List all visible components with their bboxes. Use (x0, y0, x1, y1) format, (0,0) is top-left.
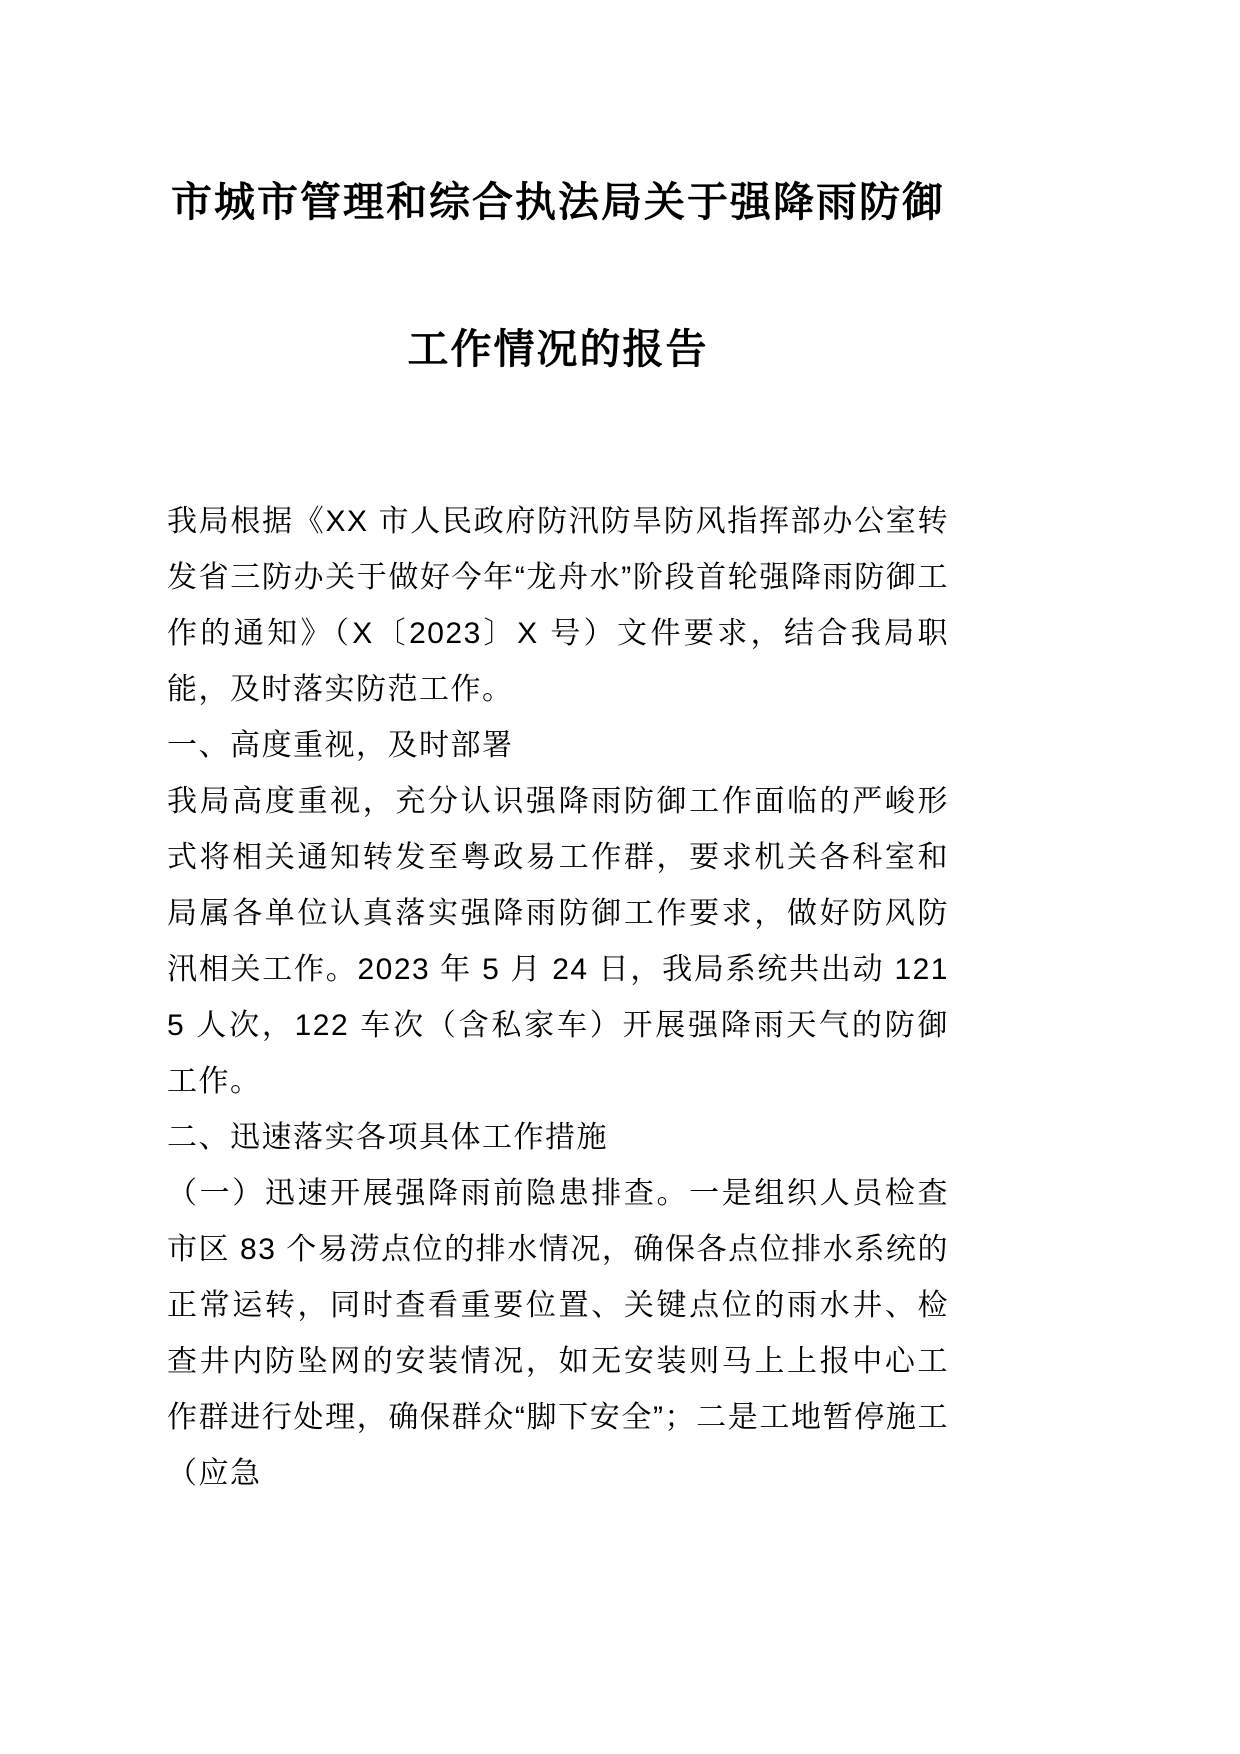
document-body (167, 494, 949, 1502)
document-content (167, 178, 949, 1502)
paragraph-section-2-item-1: （一）迅速开展强降雨前隐患排查。一是组织人员检查市区 83 个易涝点位的排水情况，确保各点位排水系统的正常运转，同时查看重要位置、关键点位的雨水井、检查井内防坠网的安装情况，如无安装则马上上报中心工作群进行处理，确保群众“脚下安全”；二是工地暂停施工（应急 (167, 1177, 949, 1491)
document-title-line1: 市城市管理和综合执法局关于强降雨防御 (171, 179, 945, 225)
paragraph-section-1: 我局高度重视，充分认识强降雨防御工作面临的严峻形式将相关通知转发至粤政易工作群，要求机关各科室和局属各单位认真落实强降雨防御工作要求，做好防风防汛相关工作。2023 年 5 月 24 日，我局系统共出动 1215 人次，122 车次（含私家车）开展强降雨天气的防御工作。 (167, 785, 949, 1099)
paragraph-intro: 我局根据《XX 市人民政府防汛防旱防风指挥部办公室转发省三防办关于做好今年“龙舟水”阶段首轮强降雨防御工作的通知》（X〔2023〕X 号）文件要求，结合我局职能，及时落实防范工作。 (167, 505, 949, 707)
document-title-line2: 工作情况的报告 (407, 326, 709, 373)
heading-section-1: 一、高度重视，及时部署 (167, 729, 514, 763)
heading-section-2: 二、迅速落实各项具体工作措施 (167, 1121, 608, 1155)
